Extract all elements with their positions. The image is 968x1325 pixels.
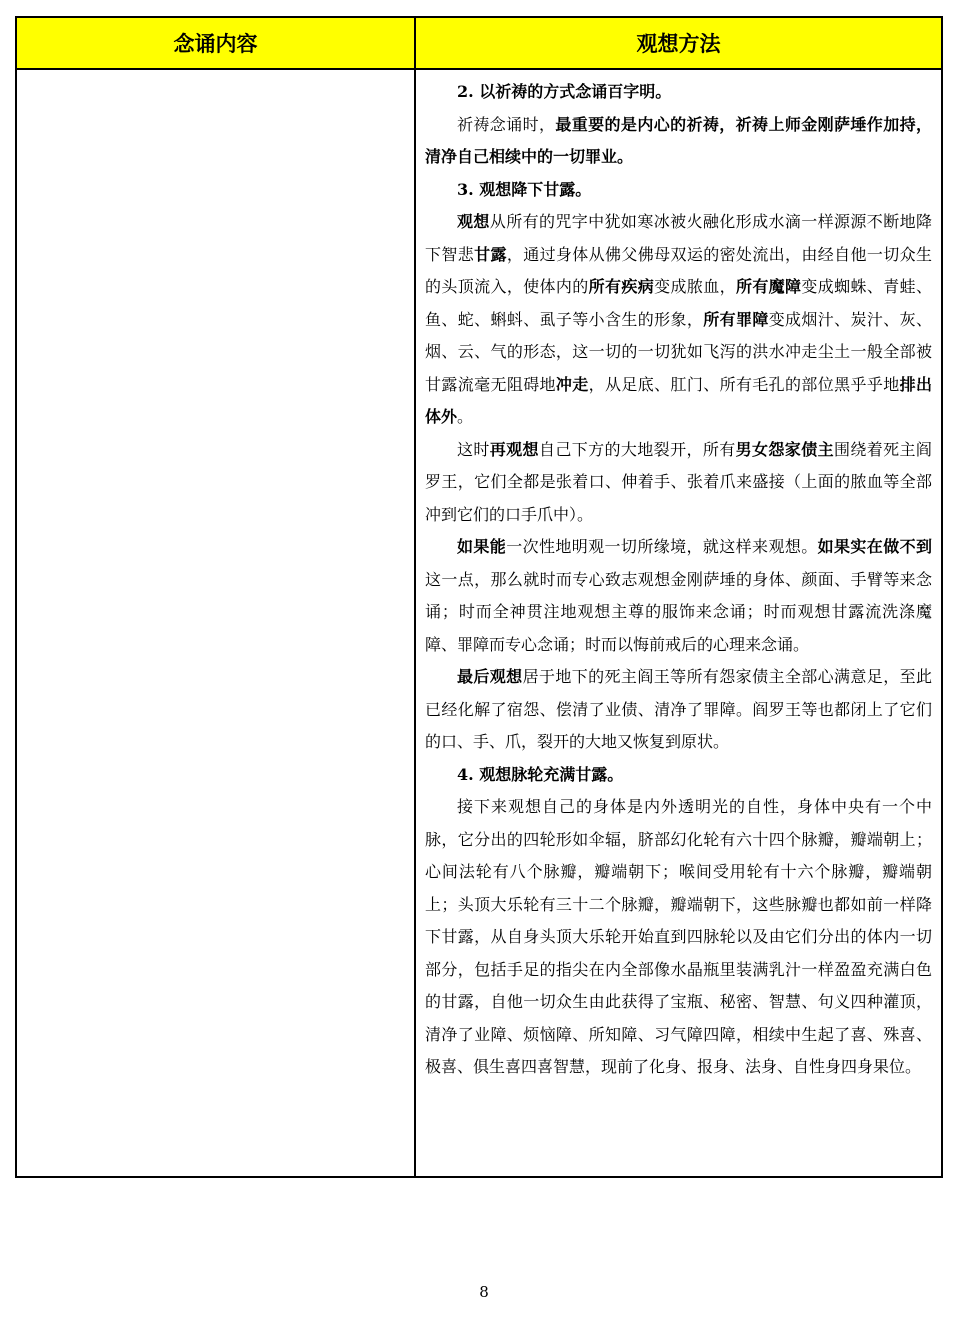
text-run: 2. 以祈祷的方式念诵百字明。 [457,82,672,101]
text-run: 4. 观想脉轮充满甘露。 [457,764,624,784]
bold-text: 最重要的是内心的祈祷，祈祷上师金刚萨埵作加持，清净自己相续中的一切罪业。 [425,114,932,166]
text-run: 自己下方的大地裂开，所有 [538,439,736,459]
text-run: 变成脓血， [654,277,736,296]
visualization-method-cell [416,70,941,1176]
text-run: 居于地下的死主阎王等所有怨家债主全部心满意足，至此已经化解了宿怨、偿清了业债、清净了罪障。阎罗王等也都闭上了它们的口、手、爪，裂开的大地又恢复到原状。 [425,667,932,751]
paragraph [425,661,932,759]
text-run: 3. 观想降下甘露。 [457,179,592,199]
bold-text: 男女怨家债主 [735,439,834,459]
text-run: 变成烟汁、炭汁、灰、烟、云、气的形态，这一切的一切犹如飞泻的洪水冲走尘土一般全部被甘露流毫无阻碍地 [425,309,932,394]
bold-text: 最后观想 [457,667,523,686]
text-run: 这时 [457,439,490,459]
bold-text: 所有魔障 [735,277,802,296]
text-run: 从所有的咒字中犹如寒冰被火融化形成水滴一样源源不断地降下智悲 [425,212,932,264]
section-heading [425,76,932,109]
bold-text: 甘露 [474,244,507,264]
text-run: ，通过身体从佛父佛母双运的密处流出，由经自他一切众生的头顶流入，使体内的 [425,244,932,296]
paragraph [425,206,932,434]
text-run: 接下来观想自己的身体是内外透明光的自性，身体中央有一个中脉，它分出的四轮形如伞辐，脐部幻化轮有六十四个脉瓣，瓣端朝上；心间法轮有八个脉瓣，瓣端朝下；喉间受用轮有十六个脉瓣，瓣端朝上；头顶大乐轮有三十二个脉瓣，瓣端朝下，这些脉瓣也都如前一样降下甘露，从自身头顶大乐轮开始直到四脉轮以及由它们分出的体内一切部分，包括手足的指尖在内全部像水晶瓶里装满乳汁一样盈盈充满白色的甘露，自他一切众生由此获得了宝瓶、秘密、智慧、句义四种灌顶，清净了业障、烦恼障、所知障、习气障四障，相续中生起了喜、殊喜、极喜、俱生喜四喜智慧，现前了化身、报身、法身、自性身四身果位。 [425,797,932,1076]
header-visualization-method: 观想方法 [416,18,941,70]
section-heading [425,174,932,207]
bold-text: 再观想 [489,439,539,459]
chant-content-cell [17,70,416,1176]
bold-text: 所有罪障 [703,309,769,329]
header-chant-content: 念诵内容 [17,18,416,70]
bold-text: 观想 [457,212,490,231]
paragraph [425,791,932,1084]
text-run: 这一点，那么就时而专心致志观想金刚萨埵的身体、颜面、手臂等来念诵；时而全神贯注地观想主尊的服饰来念诵；时而观想甘露流洗涤魔障、罪障而专心念诵；时而以悔前戒后的心理来念诵。 [425,569,932,654]
text-run: 围绕着死主阎罗王，它们全都是张着口、伸着手、张着爪来盛接（上面的脓血等全部冲到它们的口手爪中）。 [425,439,932,524]
page-number: 8 [479,1283,489,1301]
text-run: ，从足底、肛门、所有毛孔的部位黑乎乎地 [588,374,900,394]
bold-text: 如果实在做不到 [817,537,932,556]
bold-text: 如果能 [457,537,507,556]
paragraph [425,109,932,174]
text-run: 变成蜘蛛、青蛙、鱼、蛇、蝌蚪、虱子等小含生的形象， [425,277,932,329]
bold-text: 冲走 [555,374,589,394]
section-heading [425,759,932,792]
bold-text: 所有疾病 [588,277,655,296]
text-run: 一次性地明观一切所缘境，就这样来观想。 [506,537,818,556]
bold-text: 排出体外 [425,374,932,426]
text-run: 祈祷念诵时， [457,114,556,134]
chant-table [15,16,943,1178]
paragraph [425,434,932,532]
text-run: 。 [457,407,474,426]
paragraph [425,531,932,661]
